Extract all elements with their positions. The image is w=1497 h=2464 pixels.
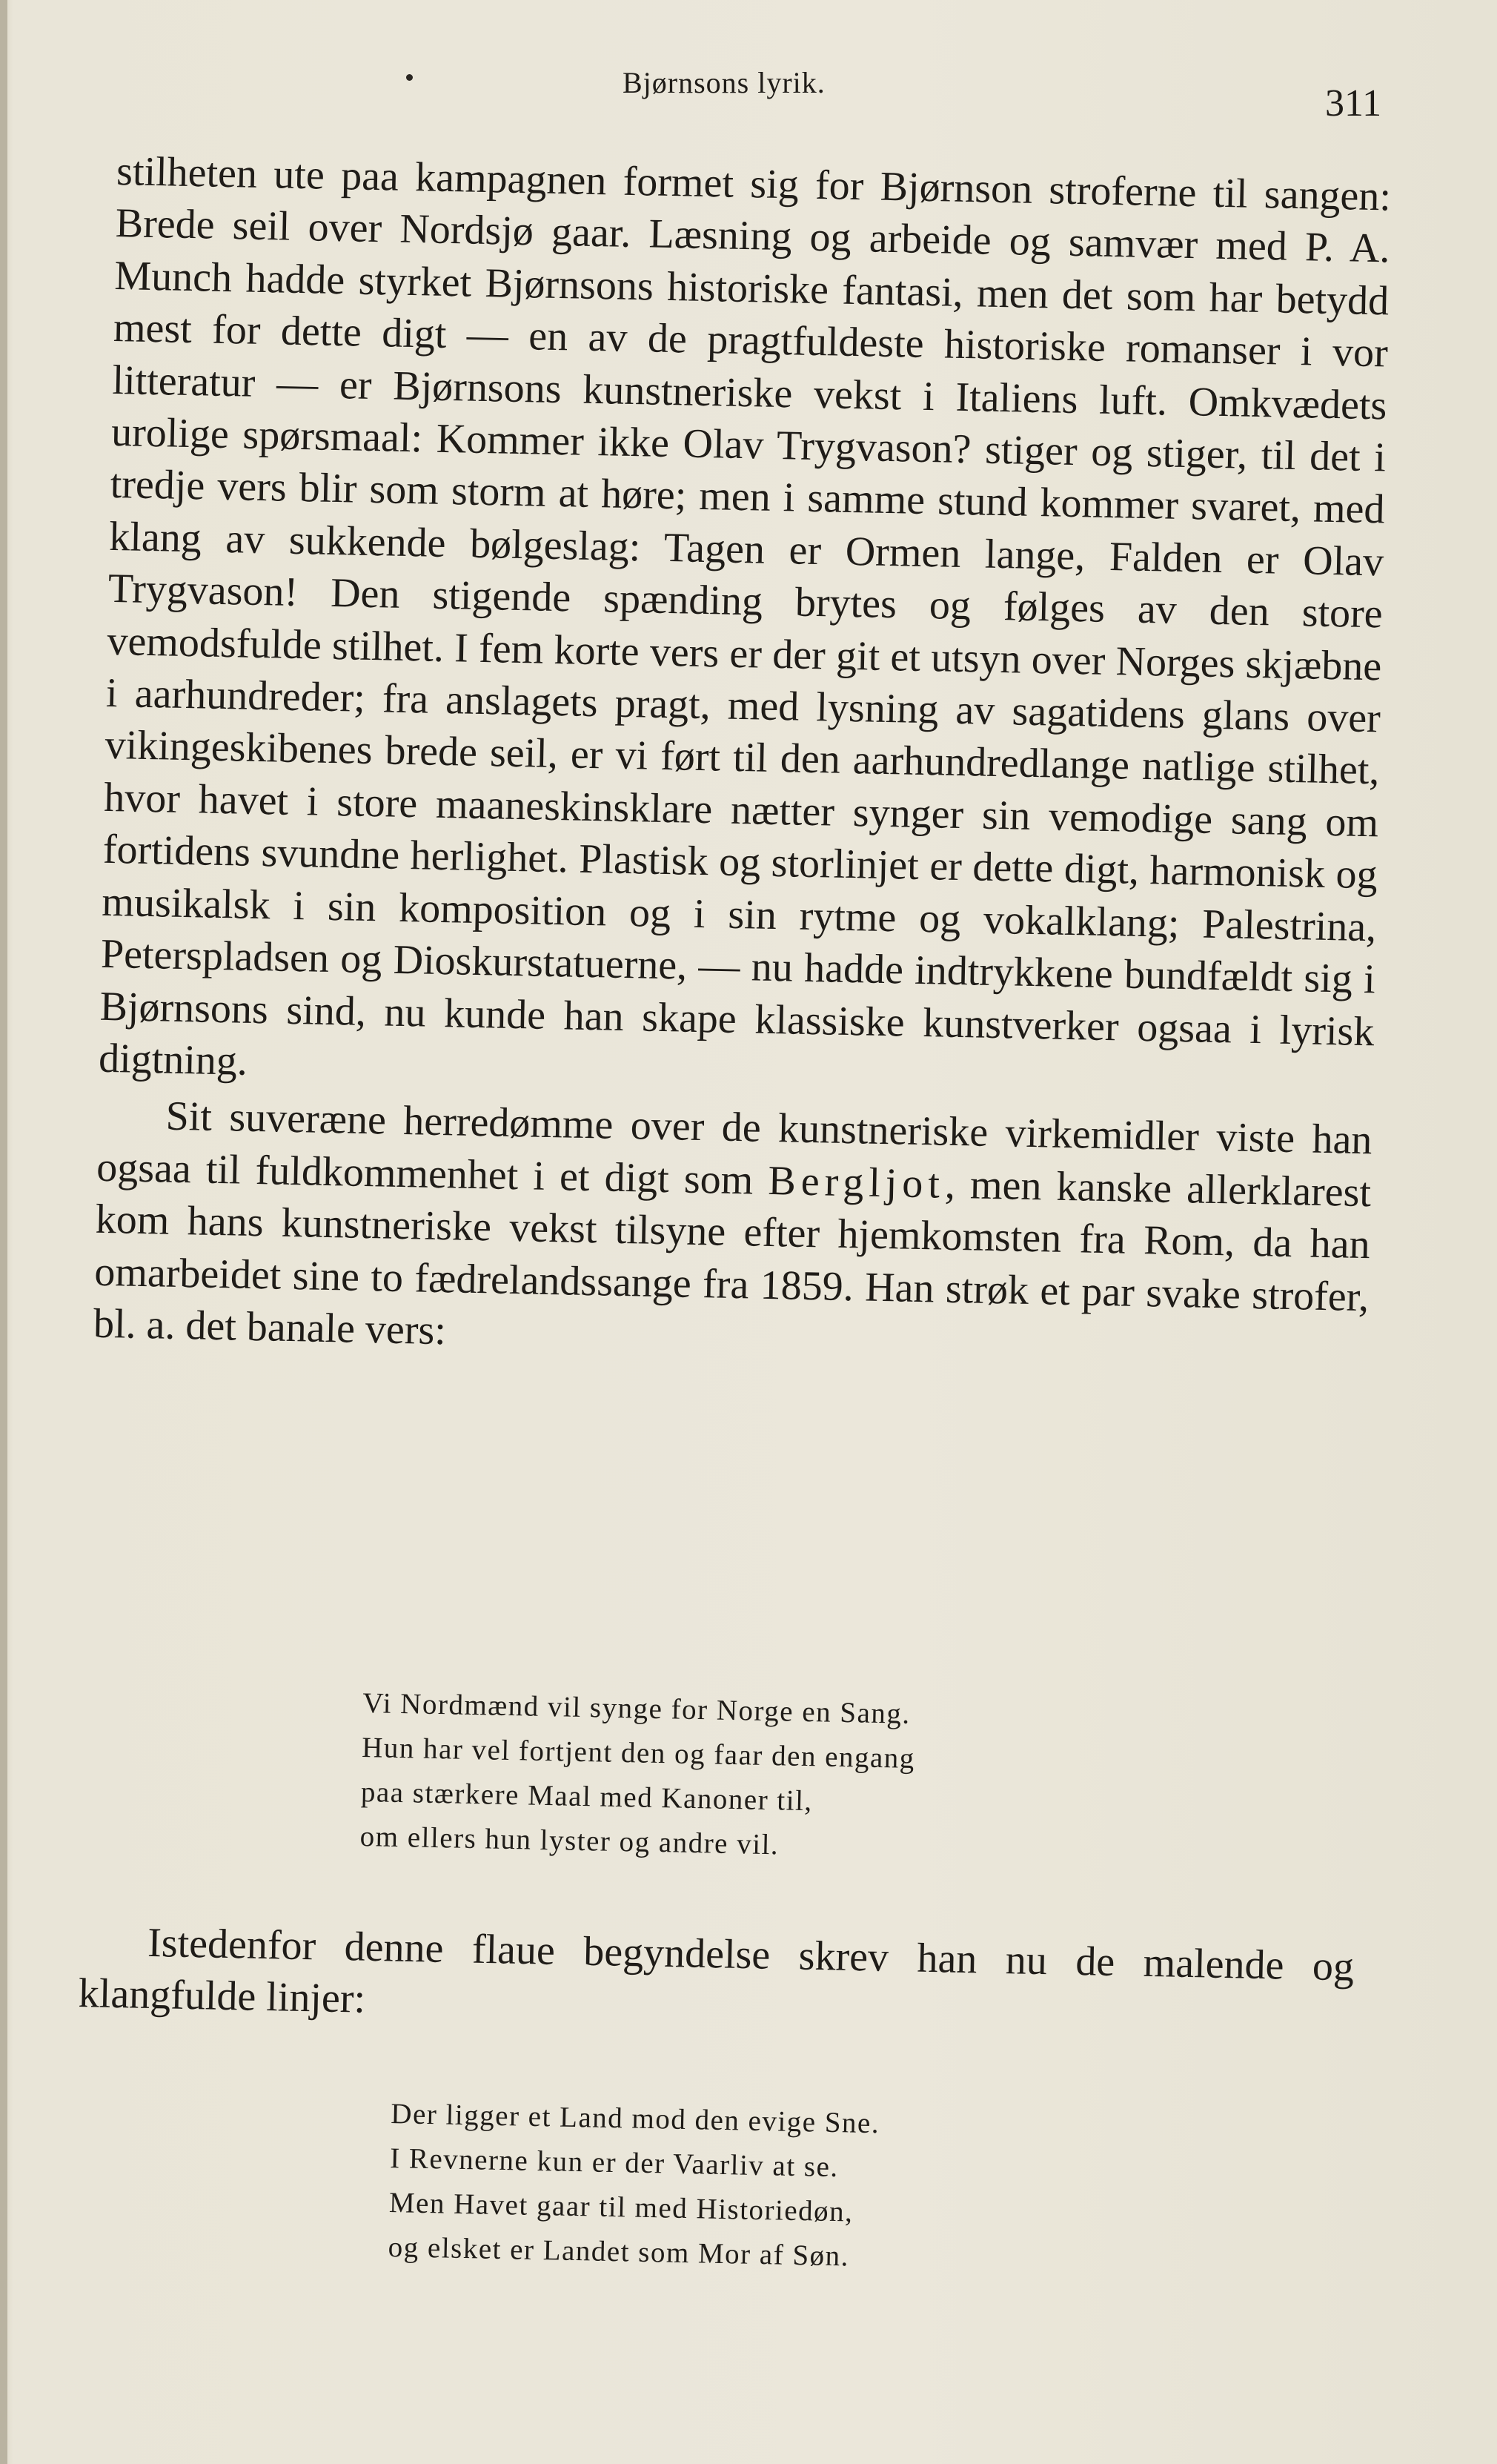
paragraph-3: Istedenfor denne flaue begyndelse skrev han nu de malende og klangfulde linjer: — [78, 1919, 1355, 2023]
paragraph-2-before: Sit suveræne herredømme over de kunstneriske virkemidler viste han ogsaa til fuldkommenhet i et digt som — [96, 1093, 1373, 1204]
verse-line: og elsket er Landet som Mor af Søn. — [388, 2230, 850, 2273]
running-title: Bjørnsons lyrik. — [623, 66, 826, 99]
paragraph-2 — [93, 1089, 1372, 1375]
verse-quote-1 — [359, 1681, 916, 1870]
paragraph-1: stilheten ute paa kampagnen formet sig for Bjørnson stroferne til sangen: Brede seil over Nordsjø gaar. Læsning og arbeide og samvær med P. A. Munch hadde styrket Bjørnsons historiske fantasi, men det som har betydd mest for dette digt — en av de pragtfuldeste historiske romanser i vor litteratur — er Bjørnsons kunstneriske vekst i Italiens luft. Omkvædets urolige spørsmaal: Kommer ikke Olav Trygvason? stiger og stiger, til det i tredje vers blir som storm at høre; men i samme stund kommer svaret, med klang av sukkende bølgeslag: Tagen er Ormen lange, Falden er Olav Trygvason! Den stigende spænding brytes og følges av den store vemodsfulde stilhet. I fem korte vers er der git et utsyn over Norges skjæbne i aarhundreder; fra anslagets pragt, med lysning av sagatidens glans over vikingeskibenes brede seil, er vi ført til den aarhundredlange natlige stilhet, hvor havet i store maaneskinsklare nætter synger sin vemodige sang om fortidens svundne herlighet. Plastisk og storlinjet er dette digt, harmonisk og musikalsk i sin komposition og i sin rytme og vokalklang; Palestrina, Peterspladsen og Dioskurstatuerne, — nu hadde indtrykkene bundfældt sig i Bjørnsons sind, nu kunde han skape klassiske kunstverker ogsaa i lyrisk digtning. — [98, 148, 1392, 1084]
page-edge-shadow — [0, 0, 7, 2464]
verse-line: paa stærkere Maal med Kanoner til, — [360, 1775, 814, 1818]
poem-title-bergljot: Bergljot — [767, 1157, 946, 1208]
verse-line: Hun har vel fortjent den og faar den engang — [361, 1731, 916, 1775]
verse-quote-2 — [388, 2092, 880, 2279]
verse-line: Vi Nordmænd vil synge for Norge en Sang. — [362, 1686, 912, 1730]
page-number: 311 — [1325, 82, 1382, 125]
verse-line: Der ligger et Land mod den evige Sne. — [390, 2097, 880, 2140]
verse-line: om ellers hun lyster og andre vil. — [359, 1820, 780, 1861]
verse-line: I Revnerne kun er der Vaarliv at se. — [389, 2142, 840, 2184]
paragraph-2-after: , men kanske allerklarest kom hans kunstneriske vekst tilsyne efter hjemkomsten fra Rom, da han omarbeidet sine to fædrelandssange fra 1859. Han strøk et par svake strofer, bl. a. det banale vers: — [93, 1161, 1372, 1354]
main-text — [93, 145, 1391, 1376]
header-dot — [406, 74, 413, 81]
verse-line: Men Havet gaar til med Historiedøn, — [388, 2186, 854, 2228]
